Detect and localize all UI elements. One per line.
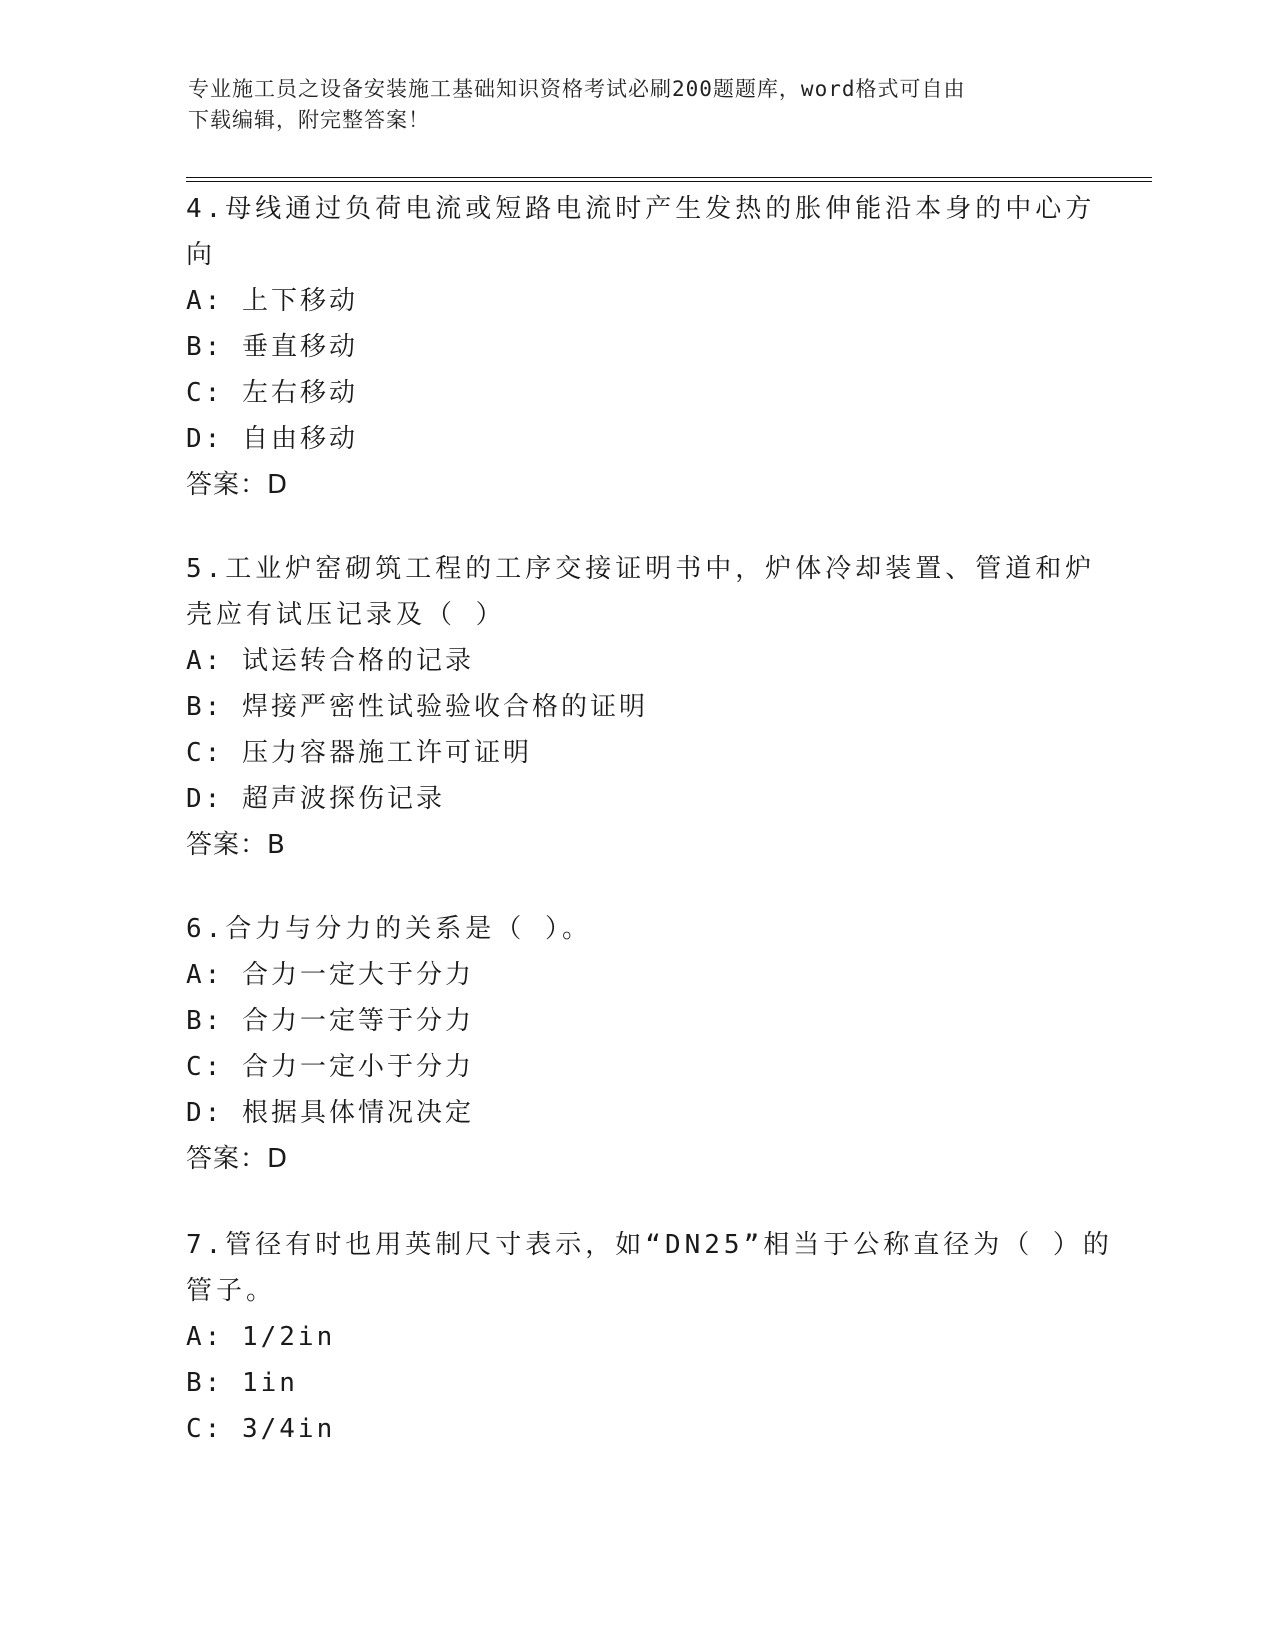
option-c: C: 3/4in [186,1414,336,1444]
option-a: A: 上下移动 [186,286,358,316]
question-4 [186,186,1096,508]
option-a: A: 试运转合格的记录 [186,646,474,676]
question-5 [186,546,1096,868]
question-stem-line: 管子。 [186,1276,277,1306]
option-c: C: 压力容器施工许可证明 [186,738,532,768]
answer-line: 答案：D [186,1144,289,1174]
option-b: B: 1in [186,1368,298,1398]
question-6 [186,906,1086,1182]
answer-line: 答案：D [186,470,289,500]
question-stem-line: 5.工业炉窑砌筑工程的工序交接证明书中，炉体冷却装置、管道和炉 [186,554,1096,584]
answer-line: 答案：B [186,830,286,860]
option-a: A: 合力一定大于分力 [186,960,474,990]
question-stem-line: 6.合力与分力的关系是（ ）。 [186,914,592,944]
option-d: D: 超声波探伤记录 [186,784,445,814]
header-divider-bottom [186,181,1152,182]
option-b: B: 垂直移动 [186,332,358,362]
option-b: B: 合力一定等于分力 [186,1006,474,1036]
question-7 [186,1222,1113,1452]
option-c: C: 左右移动 [186,378,358,408]
option-d: D: 自由移动 [186,424,358,454]
option-a: A: 1/2in [186,1322,336,1352]
header-line-1: 专业施工员之设备安装施工基础知识资格考试必刷200题题库，word格式可自由 [188,77,966,101]
question-stem-line: 向 [186,240,217,270]
option-d: D: 根据具体情况决定 [186,1098,474,1128]
question-stem-line: 壳应有试压记录及（ ） [186,600,506,630]
header-divider-top [186,177,1152,178]
question-stem-line: 4.母线通过负荷电流或短路电流时产生发热的胀伸能沿本身的中心方 [186,194,1096,224]
header-line-2: 下载编辑，附完整答案！ [188,108,430,132]
option-b: B: 焊接严密性试验验收合格的证明 [186,692,648,722]
question-stem-line: 7.管径有时也用英制尺寸表示，如“DN25”相当于公称直径为（ ）的 [186,1230,1113,1260]
option-c: C: 合力一定小于分力 [186,1052,474,1082]
document-header [188,74,1088,136]
